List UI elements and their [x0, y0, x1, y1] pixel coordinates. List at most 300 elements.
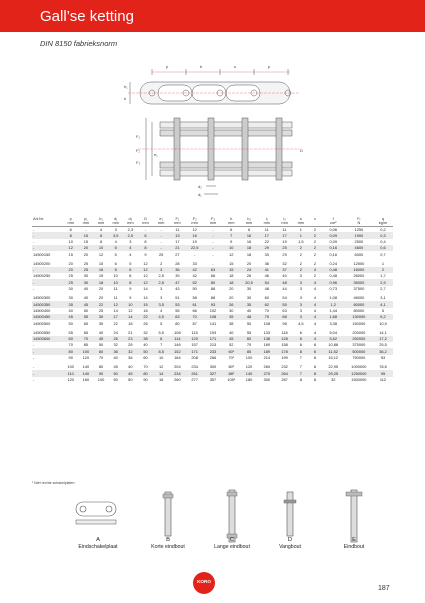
table-cell: - — [32, 348, 63, 354]
table-cell: 30 — [229, 307, 234, 313]
table-cell: 48 — [240, 314, 258, 320]
page-title: Gall’se ketting — [40, 8, 134, 25]
table-cell: 25,5 — [379, 342, 387, 348]
table-cell: 85 — [83, 342, 89, 348]
table-cell: 20 — [98, 286, 104, 292]
dim-label-d1: d₁ — [198, 192, 202, 197]
table-cell: 60 — [143, 354, 148, 360]
table-cell: 11 — [113, 295, 118, 301]
table-cell: 55 — [246, 329, 252, 335]
table-cell: 4 — [313, 295, 316, 301]
table-cell: 5,5 — [158, 329, 164, 335]
table-cell: 0,2 — [380, 226, 386, 232]
table-cell: 1900 — [345, 232, 373, 238]
table-cell: 0,06 — [329, 226, 338, 232]
table-cell: 30 — [94, 314, 109, 320]
table-cell: 14 — [123, 314, 138, 320]
table-cell: - — [212, 226, 214, 232]
table-cell: 140 — [82, 364, 90, 370]
table-cell: 70 — [186, 314, 204, 320]
table-cell: 8 — [144, 238, 147, 244]
table-cell: 23 — [123, 336, 138, 342]
table-cell: 5 — [160, 320, 163, 326]
table-cell: 53 — [380, 354, 386, 360]
table-cell: 70¹ — [228, 354, 235, 360]
table-cell: 18 — [240, 245, 258, 251]
table-cell: 5,52 — [322, 336, 345, 342]
table-cell: 8 — [299, 376, 302, 382]
table-cell: 4,5 — [153, 314, 169, 320]
table-cell: 47 — [169, 279, 186, 285]
table-cell: 32 — [123, 348, 138, 354]
table-cell: 0,4 — [380, 238, 386, 244]
table-cell: 15,12 — [328, 354, 339, 360]
column-unit: mm — [123, 221, 138, 226]
table-cell: 8 — [308, 370, 322, 376]
table-cell: 2 — [299, 251, 302, 257]
table-cell: 327 — [204, 370, 223, 376]
table-cell: 14 — [113, 307, 118, 313]
table-cell: 35 — [63, 301, 78, 307]
table-cell: - — [33, 364, 35, 370]
table-cell: 25 — [276, 245, 294, 251]
table-cell: 27 — [175, 251, 180, 257]
table-cell: 40 — [229, 329, 234, 335]
column-header: Fᵣ — [357, 216, 361, 221]
table-cell: 4 — [114, 238, 117, 244]
table-cell: 26 — [108, 336, 123, 342]
column-header: x — [313, 216, 316, 221]
table-body — [32, 226, 393, 383]
table-cell: 15 — [138, 301, 154, 307]
table-cell: 8 — [313, 354, 316, 360]
column-header: d₂ — [128, 216, 133, 221]
table-cell: 78,6 — [379, 364, 387, 370]
table-cell: 110 — [63, 370, 78, 376]
table-cell: 20 — [229, 286, 234, 292]
footnote: ¹ Niet rechte schakelplaten — [32, 481, 75, 485]
table-cell: 30 — [246, 286, 252, 292]
table-cell: 80 — [204, 279, 223, 285]
table-cell: 3 — [293, 279, 308, 285]
table-cell: 30 — [68, 295, 73, 301]
table-cell: 10 — [68, 238, 73, 244]
table-cell: 36 — [108, 348, 123, 354]
table-cell: 287 — [281, 376, 288, 382]
table-cell: 25 — [63, 279, 78, 285]
column-unit: mm — [258, 221, 276, 226]
table-cell: 30 — [68, 286, 73, 292]
table-cell: 12 — [128, 307, 133, 313]
table-cell: 250000 — [345, 336, 373, 342]
column-unit: mm — [169, 221, 186, 226]
table-cell: 8 — [123, 279, 138, 285]
table-cell: 3 — [129, 238, 132, 244]
table-cell: 14500200 — [33, 260, 51, 266]
column-header: F₁ — [175, 216, 180, 221]
brand-logo — [193, 572, 215, 594]
table-cell: 39000 — [345, 279, 373, 285]
table-cell: 26 — [222, 301, 240, 307]
table-cell: 1,5 — [298, 238, 304, 244]
table-cell: 6 — [94, 232, 109, 238]
table-cell: 2,5 — [123, 232, 138, 238]
column-header: D — [144, 216, 147, 221]
dim-label-h1: h₁ — [124, 84, 128, 89]
table-cell: 70 — [68, 342, 73, 348]
table-cell: 15 — [229, 260, 234, 266]
table-cell: 108 — [263, 320, 271, 326]
table-cell: 140 — [78, 370, 94, 376]
table-cell: 98 — [282, 320, 287, 326]
table-cell: 169 — [263, 342, 271, 348]
table-cell: 0,6 — [373, 245, 393, 251]
table-cell: 3 — [153, 267, 169, 273]
table-cell: 199 — [281, 354, 288, 360]
table-cell: 13 — [169, 232, 186, 238]
part-b-letter: B — [166, 537, 170, 543]
table-cell: 2 — [373, 267, 393, 273]
dim-label-D: D — [300, 148, 303, 153]
table-cell: 0,48 — [322, 267, 345, 273]
column-header: e₁ — [159, 216, 163, 221]
table-cell: 50 — [113, 376, 118, 382]
table-cell: 178 — [276, 348, 294, 354]
table-cell: 26000 — [353, 273, 365, 279]
table-cell: 140 — [240, 370, 258, 376]
table-cell: 12 — [143, 273, 148, 279]
table-cell: 14500450 — [32, 314, 63, 320]
column-unit: mm — [186, 221, 204, 226]
column-unit: mm — [108, 221, 123, 226]
part-c-drawing — [222, 488, 242, 544]
table-cell: 22 — [264, 238, 269, 244]
table-cell: 7 — [293, 370, 308, 376]
table-cell: 22 — [94, 301, 109, 307]
table-cell: - — [33, 342, 35, 348]
table-cell: 38 — [229, 320, 234, 326]
table-cell: 3 — [114, 226, 117, 232]
table-cell: 2 — [308, 232, 322, 238]
table-cell: 0,73 — [329, 286, 338, 292]
table-cell: 14 — [143, 295, 148, 301]
table-cell: 0,48 — [329, 273, 338, 279]
table-cell: - — [144, 226, 147, 232]
table-cell: 6 — [123, 267, 138, 273]
table-cell: 48 — [264, 286, 269, 292]
table-cell: - — [193, 251, 196, 257]
table-cell: 8 — [313, 364, 316, 370]
table-cell: 3 — [299, 295, 302, 301]
table-cell: 55 — [78, 314, 94, 320]
table-cell: 37 — [276, 267, 294, 273]
table-cell: 10,88 — [328, 342, 339, 348]
table-cell: 6 — [230, 226, 233, 232]
table-cell: 58 — [192, 295, 197, 301]
table-cell: 115 — [191, 329, 198, 335]
table-cell: 6 — [69, 226, 72, 232]
table-cell: 8 — [129, 273, 132, 279]
table-cell: 6 — [308, 348, 322, 354]
table-cell: 88 — [210, 295, 216, 301]
table-cell: 41 — [258, 267, 276, 273]
table-cell: 26 — [143, 320, 148, 326]
table-cell: - — [212, 251, 214, 257]
part-b-label: Korte eindbout — [151, 544, 185, 550]
table-cell: 0,7 — [380, 251, 386, 257]
table-cell: 4 — [308, 267, 322, 273]
table-cell: 60 — [94, 348, 109, 354]
table-cell: 6 — [293, 336, 308, 342]
table-cell: 70 — [78, 336, 94, 342]
table-cell: 20 — [68, 260, 73, 266]
column-header: F₂ — [192, 216, 197, 221]
table-cell: 0,24 — [329, 260, 338, 266]
table-cell: - — [32, 232, 63, 238]
table-cell: 14 — [153, 370, 169, 376]
table-cell: 45 — [63, 314, 78, 320]
table-cell: 11 — [113, 286, 118, 292]
table-cell: 24 — [240, 267, 258, 273]
column-header: h — [230, 216, 233, 221]
brand-logo-text: KORO — [197, 579, 211, 584]
table-cell: 193 — [209, 329, 217, 335]
table-cell: 3 — [293, 314, 308, 320]
table-cell: 32 — [143, 329, 148, 335]
table-cell: 12 — [159, 364, 164, 370]
table-cell: 120 — [82, 354, 90, 360]
table-cell: 20,5 — [240, 279, 258, 285]
table-cell: 46000 — [353, 295, 365, 301]
table-cell: 2 — [313, 226, 316, 232]
table-cell: 112 — [379, 376, 387, 382]
table-cell: 80 — [98, 364, 104, 370]
table-cell: 14500300 — [33, 295, 51, 301]
table-cell: 8,5 — [153, 348, 169, 354]
table-cell: - — [33, 226, 35, 232]
table-cell: 120 — [186, 336, 204, 342]
table-cell: 1,44 — [329, 307, 338, 313]
table-cell: 1 — [293, 232, 308, 238]
table-cell: - — [33, 238, 35, 244]
table-cell: 21 — [169, 245, 186, 251]
table-cell: 9 — [144, 251, 147, 257]
table-cell: 17 — [258, 232, 276, 238]
table-cell: 42 — [192, 273, 197, 279]
part-c-letter: C — [229, 537, 235, 543]
table-cell: 1250 — [354, 226, 364, 232]
table-cell: 4 — [313, 286, 316, 292]
table-cell: 8 — [108, 267, 123, 273]
table-cell: 46 — [264, 273, 269, 279]
table-cell: 90 — [68, 354, 73, 360]
table-cell: 9 — [129, 295, 132, 301]
table-cell: 100 — [245, 354, 253, 360]
table-cell: 6,2 — [373, 314, 393, 320]
table-cell: 80 — [138, 370, 154, 376]
table-cell: 1,2 — [322, 301, 345, 307]
table-cell: 1250000 — [345, 370, 373, 376]
table-cell: - — [33, 376, 35, 382]
column-unit: mm — [222, 221, 240, 226]
dim-label-p-2: p — [268, 64, 271, 69]
table-cell: 16 — [246, 238, 252, 244]
table-cell: 40 — [128, 364, 133, 370]
part-e-label: Eindbout — [343, 544, 365, 550]
table-cell: 10 — [222, 245, 240, 251]
table-cell: 5 — [114, 251, 117, 257]
table-cell: 54 — [258, 279, 276, 285]
table-cell: 266 — [209, 354, 217, 360]
table-cell: 12500 — [353, 260, 365, 266]
column-header: l₂ — [283, 216, 286, 221]
table-cell: 50 — [246, 320, 252, 326]
table-cell: 2 — [293, 267, 308, 273]
table-cell: 17,2 — [373, 336, 393, 342]
table-cell: 2 — [313, 238, 316, 244]
table-cell: 17 — [108, 314, 123, 320]
table-cell: 128 — [276, 336, 294, 342]
table-cell: 2 — [299, 260, 302, 266]
table-cell: 45 — [94, 336, 109, 342]
column-header: F₃ — [210, 216, 215, 221]
table-cell: 213 — [209, 342, 217, 348]
table-cell: 45 — [78, 301, 94, 307]
table-cell: 10 — [113, 273, 118, 279]
table-cell: 75 — [258, 314, 276, 320]
table-cell: 15 — [98, 260, 104, 266]
table-cell: - — [212, 238, 214, 244]
table-cell: 21 — [128, 329, 133, 335]
dim-label-b: b — [200, 64, 203, 69]
table-cell: 32 — [282, 260, 287, 266]
table-cell: 60 — [63, 336, 78, 342]
table-cell: 6 — [114, 260, 117, 266]
table-cell: 52 — [229, 342, 234, 348]
dim-label-f1: F₁ — [136, 134, 140, 139]
table-cell: 0,3 — [373, 232, 393, 238]
table-cell: 2 — [308, 245, 322, 251]
table-cell: 12 — [63, 245, 78, 251]
table-cell: 4 — [99, 226, 103, 232]
table-cell: 18 — [128, 320, 133, 326]
table-cell: 141 — [209, 320, 217, 326]
table-cell: 66 — [192, 307, 197, 313]
table-cell: 40 — [98, 329, 104, 335]
table-cell: 114 — [169, 336, 186, 342]
table-cell: 93 — [204, 301, 223, 307]
table-cell: 2 — [160, 260, 163, 266]
part-a-drawing — [70, 494, 130, 534]
column-header: Art.Nr. — [33, 216, 45, 221]
table-cell: 2 — [313, 273, 316, 279]
table-cell: 90 — [94, 370, 109, 376]
table-cell: 1000000 — [351, 364, 367, 370]
table-cell: 10 — [123, 301, 138, 307]
table-cell: 2,3 — [127, 226, 134, 232]
table-cell: - — [32, 267, 63, 273]
table-cell: 4,5 — [298, 320, 304, 326]
table-cell: 87 — [192, 320, 197, 326]
table-cell: 4 — [123, 245, 138, 251]
table-cell: 4 — [160, 307, 163, 313]
table-header-names — [32, 214, 393, 221]
table-cell: 19 — [192, 238, 197, 244]
table-cell: 3 — [299, 273, 302, 279]
table-cell: 80 — [175, 320, 180, 326]
table-cell: 7 — [299, 354, 302, 360]
table-cell: 2 — [313, 260, 316, 266]
column-header: s — [299, 216, 302, 221]
table-cell: 20 — [246, 260, 252, 266]
table-cell: - — [160, 226, 162, 232]
table-cell: 65 — [83, 320, 89, 326]
page-subtitle: DIN 8150 fabrieksnorm — [40, 39, 118, 48]
table-cell: 20 — [229, 295, 234, 301]
part-e-drawing — [342, 488, 366, 544]
table-cell: 53 — [169, 301, 186, 307]
table-cell: 11 — [175, 226, 180, 232]
table-cell: 3,38 — [329, 320, 338, 326]
table-cell: 30 — [83, 273, 89, 279]
table-cell: 8 — [138, 245, 154, 251]
table-cell: 12 — [229, 251, 234, 257]
table-cell: 26 — [246, 273, 252, 279]
table-cell: 2,7 — [380, 286, 386, 292]
column-unit: mm — [276, 221, 294, 226]
dim-label-h: h — [124, 96, 127, 101]
table-cell: 18 — [143, 307, 148, 313]
table-cell: 40 — [246, 307, 252, 313]
table-cell: 25 — [83, 260, 89, 266]
table-cell: 14500500 — [33, 320, 51, 326]
table-cell: 16000 — [345, 267, 373, 273]
table-cell: 18 — [94, 279, 109, 285]
column-unit: mm — [78, 221, 94, 226]
table-cell: 2,9 — [373, 279, 393, 285]
table-cell: 11,52 — [322, 348, 345, 354]
table-cell: 8 — [293, 348, 308, 354]
table-cell: 54 — [282, 295, 287, 301]
table-cell: 18 — [229, 273, 234, 279]
table-cell: 18 — [246, 251, 252, 257]
table-cell: 40 — [282, 273, 287, 279]
table-row — [32, 377, 393, 383]
table-cell: 100 — [97, 376, 105, 382]
dim-label-s: s — [234, 64, 236, 69]
table-cell: 6 — [299, 329, 302, 335]
table-cell: 4600 — [345, 245, 373, 251]
table-cell: 80¹ — [228, 364, 235, 370]
table-cell: 14500600 — [32, 336, 63, 342]
table-cell: 44 — [282, 286, 287, 292]
table-cell: 19 — [282, 238, 287, 244]
table-cell: 0,96 — [322, 279, 345, 285]
table-cell: 2 — [313, 251, 316, 257]
table-cell: 45 — [113, 364, 118, 370]
column-header: p — [69, 216, 72, 221]
table-cell: 8 — [313, 376, 316, 382]
table-cell: 264 — [276, 370, 294, 376]
column-unit: mm — [63, 221, 78, 226]
table-cell: 40 — [113, 354, 118, 360]
table-cell: 10 — [94, 245, 109, 251]
table-cell: 36,2 — [373, 348, 393, 354]
column-unit: mm — [240, 221, 258, 226]
table-cell: 7 — [222, 232, 240, 238]
table-cell: 157 — [191, 342, 198, 348]
table-cell: 4 — [308, 301, 322, 307]
